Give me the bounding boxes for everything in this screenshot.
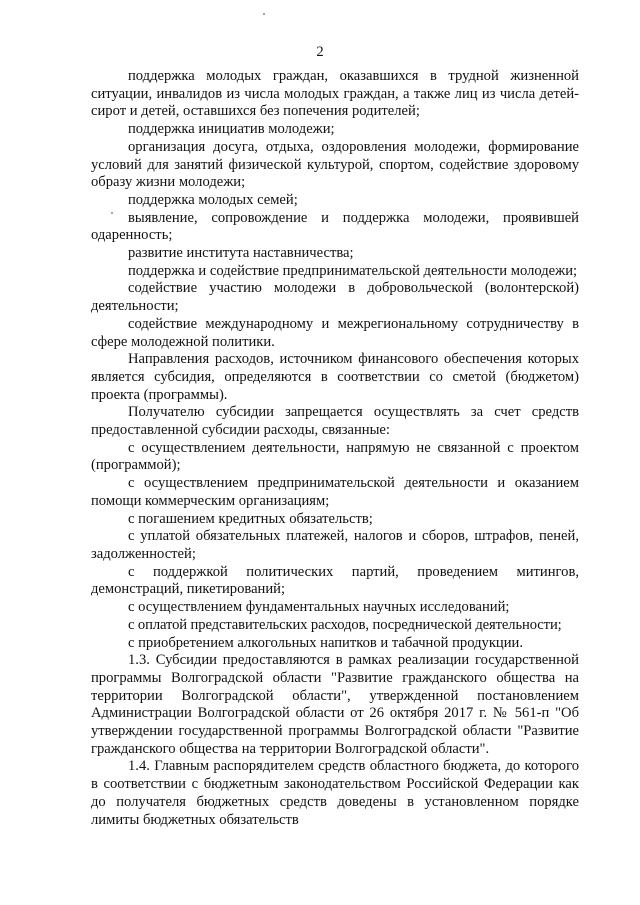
list-item-loan-repayment: с погашением кредитных обязательств; [128, 510, 373, 527]
list-item-representation-expenses: с оплатой представительских расходов, посреднической деятельности; [128, 616, 562, 633]
paragraph-leisure-health: организация досуга, отдыха, оздоровления молодежи, формирование условий для занятий физической культурой, спортом, содействие здоровому образу жизни молодежи; [91, 138, 579, 191]
paragraph-international-cooperation: содействие международному и межрегиональному сотрудничеству в сфере молодежной политики. [91, 315, 579, 350]
paragraph-volunteering: содействие участию молодежи в добровольческой (волонтерской) деятельности; [91, 280, 579, 315]
list-item-unrelated-activity: с осуществлением деятельности, напрямую не связанной с проектом (программой); [91, 439, 579, 474]
list-item-commercial-activity: с осуществлением предпринимательской деятельности и оказанием помощи коммерческим организациям; [91, 475, 579, 509]
paragraph-giftedness: выявление, сопровождение и поддержка молодежи, проявившей одаренность; [91, 209, 579, 244]
document-body [91, 68, 579, 829]
paragraph-youth-difficult-situation: поддержка молодых граждан, оказавшихся в трудной жизненной ситуации, инвалидов из числа молодых граждан, а также лиц из числа детей-сирот и детей, оставшихся без попечения родителей; [91, 68, 579, 120]
list-item-taxes-fines: с уплатой обязательных платежей, налогов и сборов, штрафов, пеней, задолженностей; [91, 528, 579, 562]
paragraph-young-families: поддержка молодых семей; [128, 191, 298, 208]
paragraph-mentorship: развитие института наставничества; [128, 245, 354, 262]
list-item-political-support: с поддержкой политических партий, проведением митингов, демонстраций, пикетирований; [91, 563, 579, 598]
list-item-alcohol-tobacco: с приобретением алкогольных напитков и табачной продукции. [128, 634, 523, 651]
scan-speck [263, 13, 265, 15]
paragraph-entrepreneurship: поддержка и содействие предпринимательской деятельности молодежи; [128, 262, 578, 279]
paragraph-expense-directions: Направления расходов, источником финансового обеспечения которых является субсидия, определяются в соответствии со сметой (бюджетом) проекта (программы). [91, 351, 579, 403]
paragraph-section-1-3: 1.3. Субсидии предоставляются в рамках реализации государственной программы Волгоградской области "Развитие гражданского общества на территории Волгоградской области", утвержденной постановлением Администрации Волгоградской области от 26 октября 2017 г. № 561-п "Об утверждении государственной программы Волгоградской области "Развитие гражданского общества на территории Волгоградской области". [91, 652, 579, 757]
paragraph-youth-initiatives: поддержка инициатив молодежи; [128, 121, 335, 138]
list-item-fundamental-research: с осуществлением фундаментальных научных исследований; [128, 599, 510, 616]
page-number: 2 [316, 44, 324, 60]
paragraph-prohibited-expenses-intro: Получателю субсидии запрещается осуществлять за счет средств предоставленной субсидии расходы, связанные: [91, 404, 579, 439]
paragraph-section-1-4: 1.4. Главным распорядителем средств областного бюджета, до которого в соответствии с бюджетным законодательством Российской Федерации как до получателя бюджетных средств доведены в установленном порядке лимиты бюджетных обязательств [91, 758, 579, 828]
